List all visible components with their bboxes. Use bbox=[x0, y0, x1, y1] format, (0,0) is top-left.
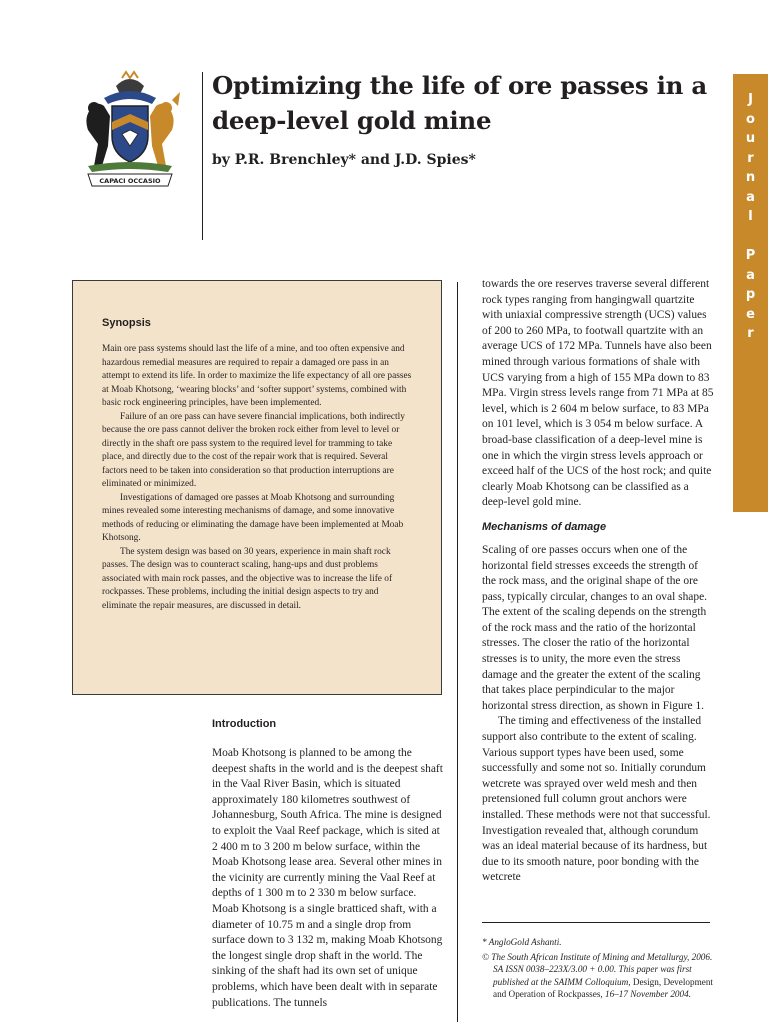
mechanisms-paragraph: Scaling of ore passes occurs when one of the horizontal field stresses exceeds the strength of the rock mass, and the original shape of the ore pass, typically circular, changes to an oval shape. The extent of the scaling depends on the strength of the rock mass and the ratio of the horizontal stresses. The closer the ratio of the horizontal stresses is to unity, the more even the stress damage and the greater the extent of the scaling that takes place perpindicular to the major horizontal stress direction, as shown in Figure 1. bbox=[482, 543, 708, 712]
journal-paper-tab bbox=[733, 74, 768, 512]
tab-letter: J bbox=[748, 92, 753, 107]
paper-title: Optimizing the life of ore passes in a deep-level gold mine bbox=[212, 71, 707, 135]
synopsis-paragraph: Main ore pass systems should last the life of a mine, and too often expensive and hazardous remedial measures are required to repair a damaged ore pass in an attempt to extend its life. In order to maximize the life expectancy of all ore passes at Moab Khotsong, ‘wearing blocks’ and ‘softer support’ systems, combined with basic rock engineering principles, have been implemented. bbox=[102, 344, 412, 408]
tab-letter: n bbox=[745, 170, 756, 185]
footnotes bbox=[482, 936, 714, 1003]
footnote-copyright bbox=[482, 951, 714, 1000]
introduction-text: Moab Khotsong is planned to be among the deepest shafts in the world and is the deepest shaft in the Vaal River Basin, which is situated approximately 180 kilometres southwest of Johannesburg, South Africa. The mine is designed to exploit the Vaal Reef package, which is sited at 2 400 m to 3 200 m below surface, within the Moab Khotsong lease area. Several other mines in the vicinity are currently mining the Vaal Reef at depths of 1 300 m to 2 330 m below surface. Moab Khotsong is a single bratticed shaft, with a diameter of 10.75 m and a single drop from surface down to 3 132 m, making Moab Khotsong the longest single drop shaft in the world. The sinking of the shaft had its own set of unique problems, which have been dealt with in separate publications. The tunnels bbox=[212, 747, 443, 1009]
tab-letter: r bbox=[747, 150, 754, 166]
synopsis-box bbox=[72, 280, 442, 695]
tab-letter: e bbox=[746, 306, 755, 322]
column-divider-line bbox=[457, 282, 458, 1022]
mechanisms-heading: Mechanisms of damage bbox=[482, 520, 607, 533]
continuation-text: towards the ore reserves traverse several different rock types ranging from hangingwall quartzite with uniaxial compressive strength (UCS) values of 200 to 260 MPa, to footwall quartzite with an average UCS of 172 MPa. Tunnels have also been mined through various formations of shale with UCS varying from a high of 155 MPa down to 83 MPa. Virgin stress levels range from 71 MPa at 85 level, which is 2 604 m below surface, to 83 MPa on 101 level, which is 3 054 m below surface. A broad-base classification of a deep-level mine is one in which the virgin stress levels approach or exceed half of the UCS of the host rock; and quite clearly Moab Khotsong can be classified as a deep-level gold mine. bbox=[482, 278, 714, 509]
tab-letter: u bbox=[745, 131, 756, 146]
footnote-divider-line bbox=[482, 922, 710, 923]
tab-letter: l bbox=[748, 209, 753, 224]
copyright-italic: © The South African Institute of Mining and Metallurgy, 2006. SA ISSN 0038–223X/3.00 + 0.00. This paper was first published at the SAIMM Colloquium, bbox=[482, 952, 713, 987]
tab-letter: r bbox=[747, 326, 754, 341]
synopsis-heading: Synopsis bbox=[102, 317, 151, 329]
tab-letter: o bbox=[746, 111, 755, 127]
introduction-section bbox=[212, 718, 444, 1011]
paper-authors: by P.R. Brenchley* and J.D. Spies* bbox=[212, 152, 476, 168]
synopsis-paragraph: Investigations of damaged ore passes at Moab Khotsong and surrounding mines revealed some interesting mechanisms of damage, and some innovative methods of reducing or eliminating the damage have been implemented at Moab Khotsong. bbox=[102, 492, 404, 543]
introduction-heading: Introduction bbox=[212, 718, 277, 730]
institute-crest-logo bbox=[74, 70, 186, 188]
tab-letter: a bbox=[746, 189, 755, 205]
copyright-regular: Design, Development and Operation of Rockpasses, bbox=[493, 976, 713, 999]
title-divider-line bbox=[202, 72, 203, 240]
footnote-affiliation: * AngloGold Ashanti. bbox=[482, 937, 562, 947]
tab-letter: a bbox=[746, 267, 755, 283]
synopsis-paragraph: The system design was based on 30 years, experience in main shaft rock passes. The design was to counteract scaling, hang-ups and dust problems associated with main rock passes, and the objective was to increase the life of rockpasses. These problems, including the initial design aspects to try and eliminate the repair measures, are discussed in detail. bbox=[102, 546, 393, 611]
right-column bbox=[482, 277, 714, 886]
tab-letter: p bbox=[745, 287, 756, 302]
mechanisms-paragraph: The timing and effectiveness of the installed support also contribute to the extent of scaling. Various support types have been used, some successfully and some not so. Initially corundum wetcrete was sprayed over weld mesh and then pretensioned full column grout anchors were installed. These methods were not that successful. Investigation revealed that, although corundum was an ideal material because of its hardness, but due to its smooth nature, poor bonding with the wetcrete bbox=[482, 715, 711, 884]
crest-motto: CAPACI OCCASIO bbox=[99, 177, 161, 185]
tab-letter: P bbox=[745, 248, 756, 263]
synopsis-paragraph: Failure of an ore pass can have severe financial implications, both indirectly because the ore pass cannot deliver the broken rock either from level to level or directly in the shaft ore pass system to the required level for tramming to take place, and directly due to the cost of the repair work that is required. Several factors need to be taken into consideration so that production interruptions are eliminated or minimized. bbox=[102, 411, 405, 489]
copyright-date: 16–17 November 2004. bbox=[602, 988, 692, 999]
